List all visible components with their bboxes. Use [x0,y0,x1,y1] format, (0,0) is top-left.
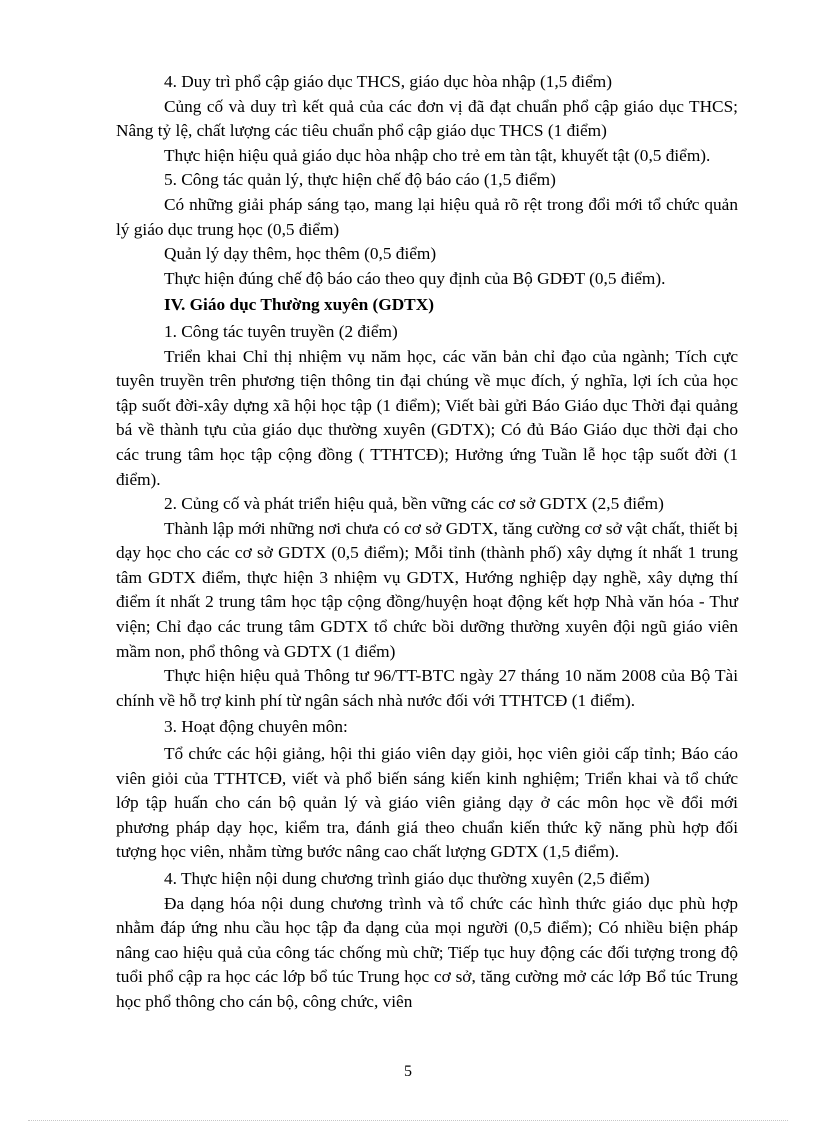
paragraph: Thực hiện đúng chế độ báo cáo theo quy định của Bộ GDĐT (0,5 điểm). [164,268,666,288]
paragraph: Thành lập mới những nơi chưa có cơ sở GDTX, tăng cường cơ sở vật chất, thiết bị dạy học cho các cơ sở GDTX (0,5 điểm); Mỗi tỉnh (thành phố) xây dựng ít nhất 1 trung tâm GDTX điểm, thực hiện 3 nhiệm vụ GDTX, Hướng nghiệp dạy nghề, xây dựng thí điểm ít nhất 2 trung tâm học tập cộng đồng/huyện hoạt động kết hợp Nhà văn hóa - Thư viện; Chỉ đạo các trung tâm GDTX tổ chức bồi dưỡng thường xuyên đội ngũ giáo viên mầm non, phổ thông và GDTX (1 điểm) [116,518,738,661]
subsection-1-heading: 1. Công tác tuyên truyền (2 điểm) [164,321,398,341]
subsection-4-heading: 4. Thực hiện nội dung chương trình giáo dục thường xuyên (2,5 điểm) [164,869,650,888]
section-5-heading: 5. Công tác quản lý, thực hiện chế độ báo cáo (1,5 điểm) [164,170,556,190]
paragraph: Quản lý dạy thêm, học thêm (0,5 điểm) [164,244,437,264]
page-bottom-rule [28,1120,788,1121]
paragraph: Củng cố và duy trì kết quả của các đơn vị đã đạt chuẩn phổ cập giáo dục THCS; Nâng tỷ lệ, chất lượng các tiêu chuẩn phổ cập giáo dục THCS (1 điểm) [116,96,738,141]
subsection-2-heading: 2. Củng cố và phát triển hiệu quả, bền vững các cơ sở GDTX (2,5 điểm) [164,494,664,514]
paragraph: Thực hiện hiệu quả Thông tư 96/TT-BTC ngày 27 tháng 10 năm 2008 của Bộ Tài chính về hỗ trợ kinh phí từ ngân sách nhà nước đối với TTHTCĐ (1 điểm). [116,666,738,710]
paragraph: Triển khai Chỉ thị nhiệm vụ năm học, các văn bản chỉ đạo của ngành; Tích cực tuyên truyền trên phương tiện thông tin đại chúng về mục đích, ý nghĩa, lợi ích của học tập suốt đời-xây dựng xã hội học tập (1 điểm); Viết bài gửi Báo Giáo dục Thời đại quảng bá về thành tựu của giáo dục thường xuyên (GDTX); Có đủ Báo Giáo dục thời đại cho các trung tâm học tập cộng đồng ( TTHTCĐ); Hưởng ứng Tuần lễ học tập suốt đời (1 điểm). [116,346,738,489]
paragraph: Tổ chức các hội giảng, hội thi giáo viên dạy giỏi, học viên giỏi cấp tỉnh; Báo cáo viên giỏi của TTHTCĐ, viết và phổ biến sáng kiến kinh nghiệm; Triển khai và tổ chức lớp tập huấn cho cán bộ quản lý và giáo viên giảng dạy ở các môn học về đổi mới phương pháp dạy học, kiểm tra, đánh giá theo chuẩn kiến thức kỹ năng phù hợp đối tượng học viên, nhằm từng bước nâng cao chất lượng GDTX (1,5 điểm). [116,744,738,862]
paragraph: Thực hiện hiệu quả giáo dục hòa nhập cho trẻ em tàn tật, khuyết tật (0,5 điểm). [164,145,711,165]
subsection-3-heading: 3. Hoạt động chuyên môn: [164,717,348,737]
section-4-heading: 4. Duy trì phổ cập giáo dục THCS, giáo dục hòa nhập (1,5 điểm) [164,72,612,91]
part-iv-heading: IV. Giáo dục Thường xuyên (GDTX) [164,295,434,315]
page-number: 5 [404,1063,412,1080]
paragraph: Đa dạng hóa nội dung chương trình và tổ chức các hình thức giáo dục phù hợp nhằm đáp ứng nhu cầu học tập đa dạng của mọi người (0,5 điểm); Có nhiều biện pháp nâng cao hiệu quả của công tác chống mù chữ; Tiếp tục huy động các đối tượng trong độ tuổi phổ cập ra học các lớp bổ túc Trung học cơ sở, tăng cường mở các lớp Bổ túc Trung học phổ thông cho cán bộ, công chức, viên [116,893,738,1011]
paragraph: Có những giải pháp sáng tạo, mang lại hiệu quả rõ rệt trong đổi mới tổ chức quản lý giáo dục trung học (0,5 điểm) [116,194,738,239]
document-page [116,70,738,1015]
